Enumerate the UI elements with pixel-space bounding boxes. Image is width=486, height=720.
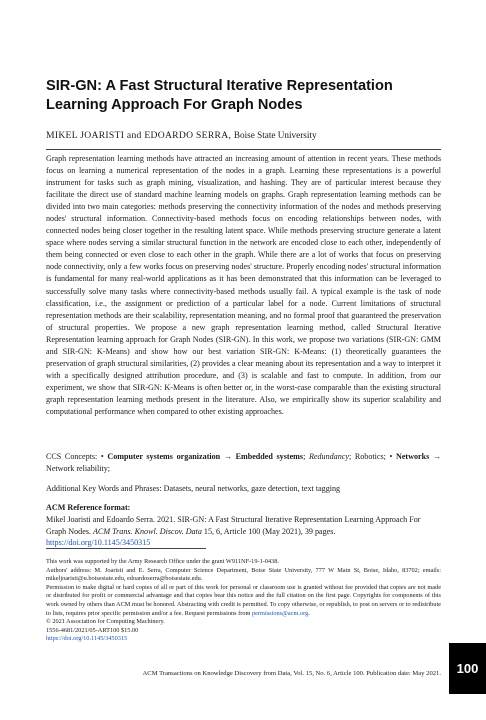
footnote-copyright: © 2021 Association for Computing Machinery. — [46, 618, 165, 626]
permission-email-link[interactable]: permissions@acm.org — [252, 609, 309, 617]
footnote-permission — [46, 584, 441, 618]
author-line — [46, 128, 446, 143]
reference-doi-link[interactable]: https://doi.org/10.1145/3450315 — [46, 538, 151, 548]
reference-details: 15, 6, Article 100 (May 2021), 39 pages. — [201, 526, 336, 536]
ccs-prefix: CCS Concepts: • — [46, 452, 108, 461]
footnote-address: Authors' address: M. Joaristi and E. Serra, Computer Science Department, Boise State University, 777 W Main St, Boise, Idaho, 83702; emails: mikeljoaristi@u.boisestate.edu, edoardoserra@boisestate.edu. — [46, 566, 441, 583]
footnote-issn: 1556-4681/2021/05-ART100 $15.00 — [46, 626, 139, 634]
permission-end: . — [308, 609, 310, 617]
abstract: Graph representation learning methods have attracted an increasing amount of attention in recent years. These methods focus on learning a numerical representation of the nodes in a graph. Learning these representations is a powerful instrument for tasks such as graph mining, visualization, and hashing. They are of particular interest because they facilitate the direct use of standard machine learning models on graphs. Graph representation learning methods can be divided into two main categories: methods preserving the connectivity information of the nodes and methods preserving nodes' structural information. Connectivity-based methods focus on encoding relationships between nodes, with connected nodes being closer together in the resulting latent space. While methods preserving structure generate a latent space where nodes serving a similar structural function in the network are encoded close to each other, independently of them being connected or even close to each other in the graph. While there are a lot of works that focus on preserving node connectivity, only a few works focus on preserving nodes' structure. Properly encoding nodes' structural information is fundamental for many real-world applications as it has been demonstrated that this information can be leveraged to successfully solve many tasks where connectivity-based methods usually fail. A typical example is the task of node classification, i.e., the assignment or prediction of a particular label for a node. Current limitations of structural representation methods are their scalability, representation meaning, and no formal proof that guaranteed the preservation of structural properties. We propose a new graph representation learning method, called Structural Iterative Representation learning approach for Graph Nodes (SIR-GN). In this work, we propose two variations (SIR-GN: GMM and SIR-GN: K-Means) and show how our best variation SIR-GN: K-Means: (1) theoretically guarantees the preservation of graph structural similarities, (2) provides a clear meaning about its representation and a way to interpret it with a specifically designed attribution procedure, and (3) is scalable and fast to compute. In addition, from our experiment, we show that SIR-GN: K-Means is often better or, in the worst-case comparable than the existing structural graph representation learning methods present in the literature. Also, we empirically show its superior scalability and computational performance when compared to other existing approaches. — [46, 154, 441, 416]
footnotes — [46, 558, 441, 644]
footnote-rule — [46, 548, 206, 549]
page-number-tab — [449, 643, 486, 694]
ccs-concepts — [46, 451, 441, 474]
paper-title: SIR-GN: A Fast Structural Iterative Representation Learning Approach For Graph Nodes — [46, 78, 393, 113]
ccs-item-computer-systems: Computer systems organization — [107, 452, 221, 461]
footnote-support: This work was supported by the Army Research Office under the grant W911NF-19-1-0438. — [46, 558, 279, 565]
reference-text: Mikel Joaristi and Edoardo Serra. 2021. SIR-GN: A Fast Structural Iterative Representation Learning Approach For Graph Nodes. — [46, 515, 421, 536]
author-names: MIKEL JOARISTI and EDOARDO SERRA, — [46, 130, 232, 141]
keywords: Additional Key Words and Phrases: Datasets, neural networks, gaze detection, text tagging — [46, 484, 341, 493]
author-affiliation: Boise State University — [233, 130, 317, 140]
permission-text: Permission to make digital or hard copies of all or part of this work for personal or classroom use is granted without fee provided that copies are not made or distributed for profit or commercial advantage and that copies bear this notice and the full citation on the first page. Copyrights for components of this work owned by others than ACM must be honored. Abstracting with credit is permitted. To copy otherwise, or republish, to post on servers or to redistribute to lists, requires prior specific permission and/or a fee. Request permissions from — [46, 583, 441, 617]
ccs-arrow-1: → — [220, 452, 236, 461]
footnote-doi-link[interactable]: https://doi.org/10.1145/3450315 — [46, 635, 128, 643]
reference-format — [46, 514, 441, 549]
ccs-sep-2: ; Robotics; • — [348, 452, 396, 461]
reference-journal: ACM Trans. Knowl. Discov. Data — [92, 526, 202, 536]
ccs-item-network-reliability: Network reliability; — [46, 463, 111, 473]
ccs-item-networks: Networks — [395, 452, 430, 461]
reference-heading: ACM Reference format: — [46, 503, 131, 512]
top-rule — [46, 149, 441, 150]
ccs-sep-1: ; — [303, 452, 309, 461]
running-footer: ACM Transactions on Knowledge Discovery from Data, Vol. 15, No. 6, Article 100. Publication date: May 2021. — [142, 670, 441, 677]
ccs-item-redundancy: Redundancy — [308, 452, 349, 461]
page-number: 100 — [456, 661, 479, 676]
ccs-item-embedded-systems: Embedded systems — [235, 452, 304, 461]
ccs-arrow-2: → — [429, 452, 441, 461]
